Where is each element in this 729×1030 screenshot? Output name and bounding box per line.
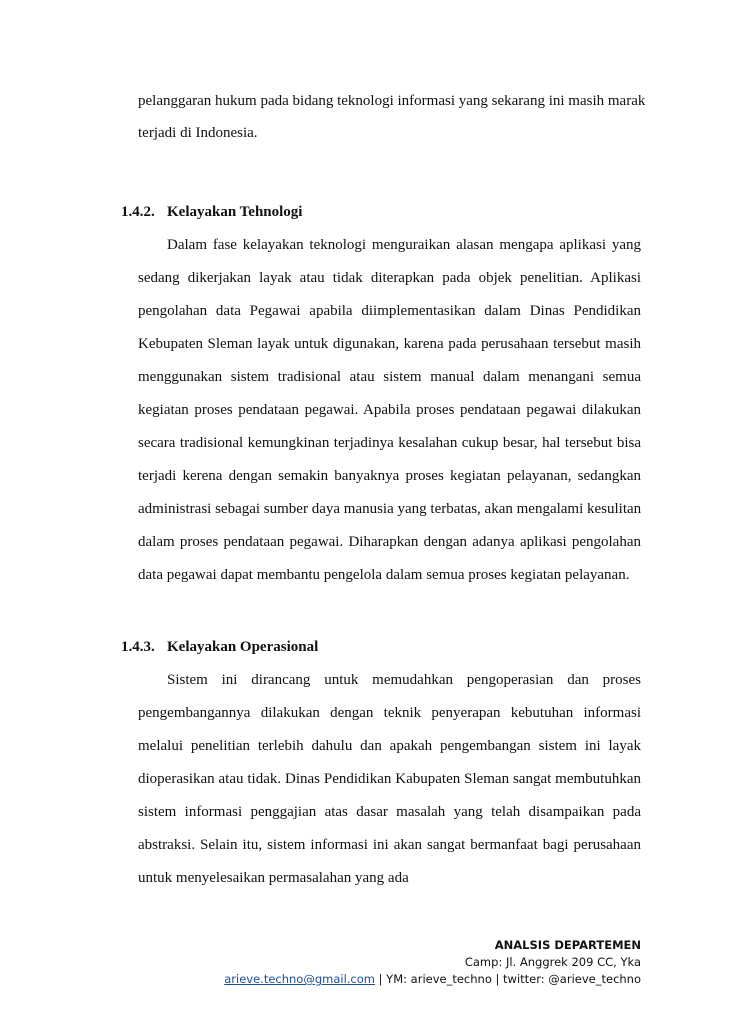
section-tech-heading: [121, 203, 302, 221]
section-tech-line: data pegawai dapat membantu pengelola dalam semua proses kegiatan pelayanan.: [138, 567, 630, 583]
intro-line-1: pelanggaran hukum pada bidang teknologi informasi yang sekarang ini masih marak: [138, 93, 646, 109]
footer-org: ANALSIS DEPARTEMEN: [494, 938, 641, 952]
section-tech-line: menggunakan sistem tradisional atau sistem manual dalam menangani semua: [138, 369, 641, 385]
section-tech-line: dalam proses pendataan pegawai. Diharapkan dengan adanya aplikasi pengolahan: [138, 534, 641, 550]
section-ops-line: pengembangannya dilakukan dengan teknik penyerapan kebutuhan informasi: [138, 705, 641, 721]
section-tech-line: Dalam fase kelayakan teknologi menguraikan alasan mengapa aplikasi yang: [167, 237, 641, 253]
footer-contacts-text: | YM: arieve_techno | twitter: @arieve_techno: [375, 972, 641, 986]
footer-email-link[interactable]: arieve.techno@gmail.com: [224, 972, 375, 986]
section-ops-heading: [121, 638, 318, 656]
section-tech-line: secara tradisional kemungkinan terjadinya kesalahan cukup besar, hal tersebut bisa: [138, 435, 641, 451]
section-tech-line: kegiatan proses pendataan pegawai. Apabila proses pendataan pegawai dilakukan: [138, 402, 641, 418]
section-ops-number: 1.4.3.: [121, 639, 155, 655]
footer-contacts: [224, 972, 641, 986]
footer-address: Camp: Jl. Anggrek 209 CC, Yka: [464, 955, 641, 969]
section-ops-line: untuk menyelesaikan permasalahan yang ada: [138, 870, 409, 886]
section-tech-title: Kelayakan Tehnologi: [167, 204, 303, 220]
intro-line-2: terjadi di Indonesia.: [138, 125, 258, 141]
section-ops-line: abstraksi. Selain itu, sistem informasi ini akan sangat bermanfaat bagi perusahaan: [138, 837, 641, 853]
section-ops-line: dioperasikan atau tidak. Dinas Pendidikan Kabupaten Sleman sangat membutuhkan: [138, 771, 641, 787]
section-tech-line: Kebupaten Sleman layak untuk digunakan, karena pada perusahaan tersebut masih: [138, 336, 641, 352]
section-tech-line: administrasi sebagai sumber daya manusia yang terbatas, akan mengalami kesulitan: [138, 501, 642, 517]
section-ops-line: melalui penelitian terlebih dahulu dan apakah pengembangan sistem ini layak: [138, 738, 641, 754]
section-ops-line: sistem informasi penggajian atas dasar masalah yang telah disampaikan pada: [138, 804, 641, 820]
section-ops-line: Sistem ini dirancang untuk memudahkan pengoperasian dan proses: [167, 672, 641, 688]
section-tech-line: pengolahan data Pegawai apabila diimplementasikan dalam Dinas Pendidikan: [138, 303, 641, 319]
section-tech-line: sedang dikerjakan layak atau tidak diterapkan pada objek penelitian. Aplikasi: [138, 270, 641, 286]
section-tech-number: 1.4.2.: [121, 204, 155, 220]
section-tech-line: terjadi kerena dengan semakin banyaknya proses kegiatan pelayanan, sedangkan: [138, 468, 641, 484]
section-ops-title: Kelayakan Operasional: [167, 639, 319, 655]
